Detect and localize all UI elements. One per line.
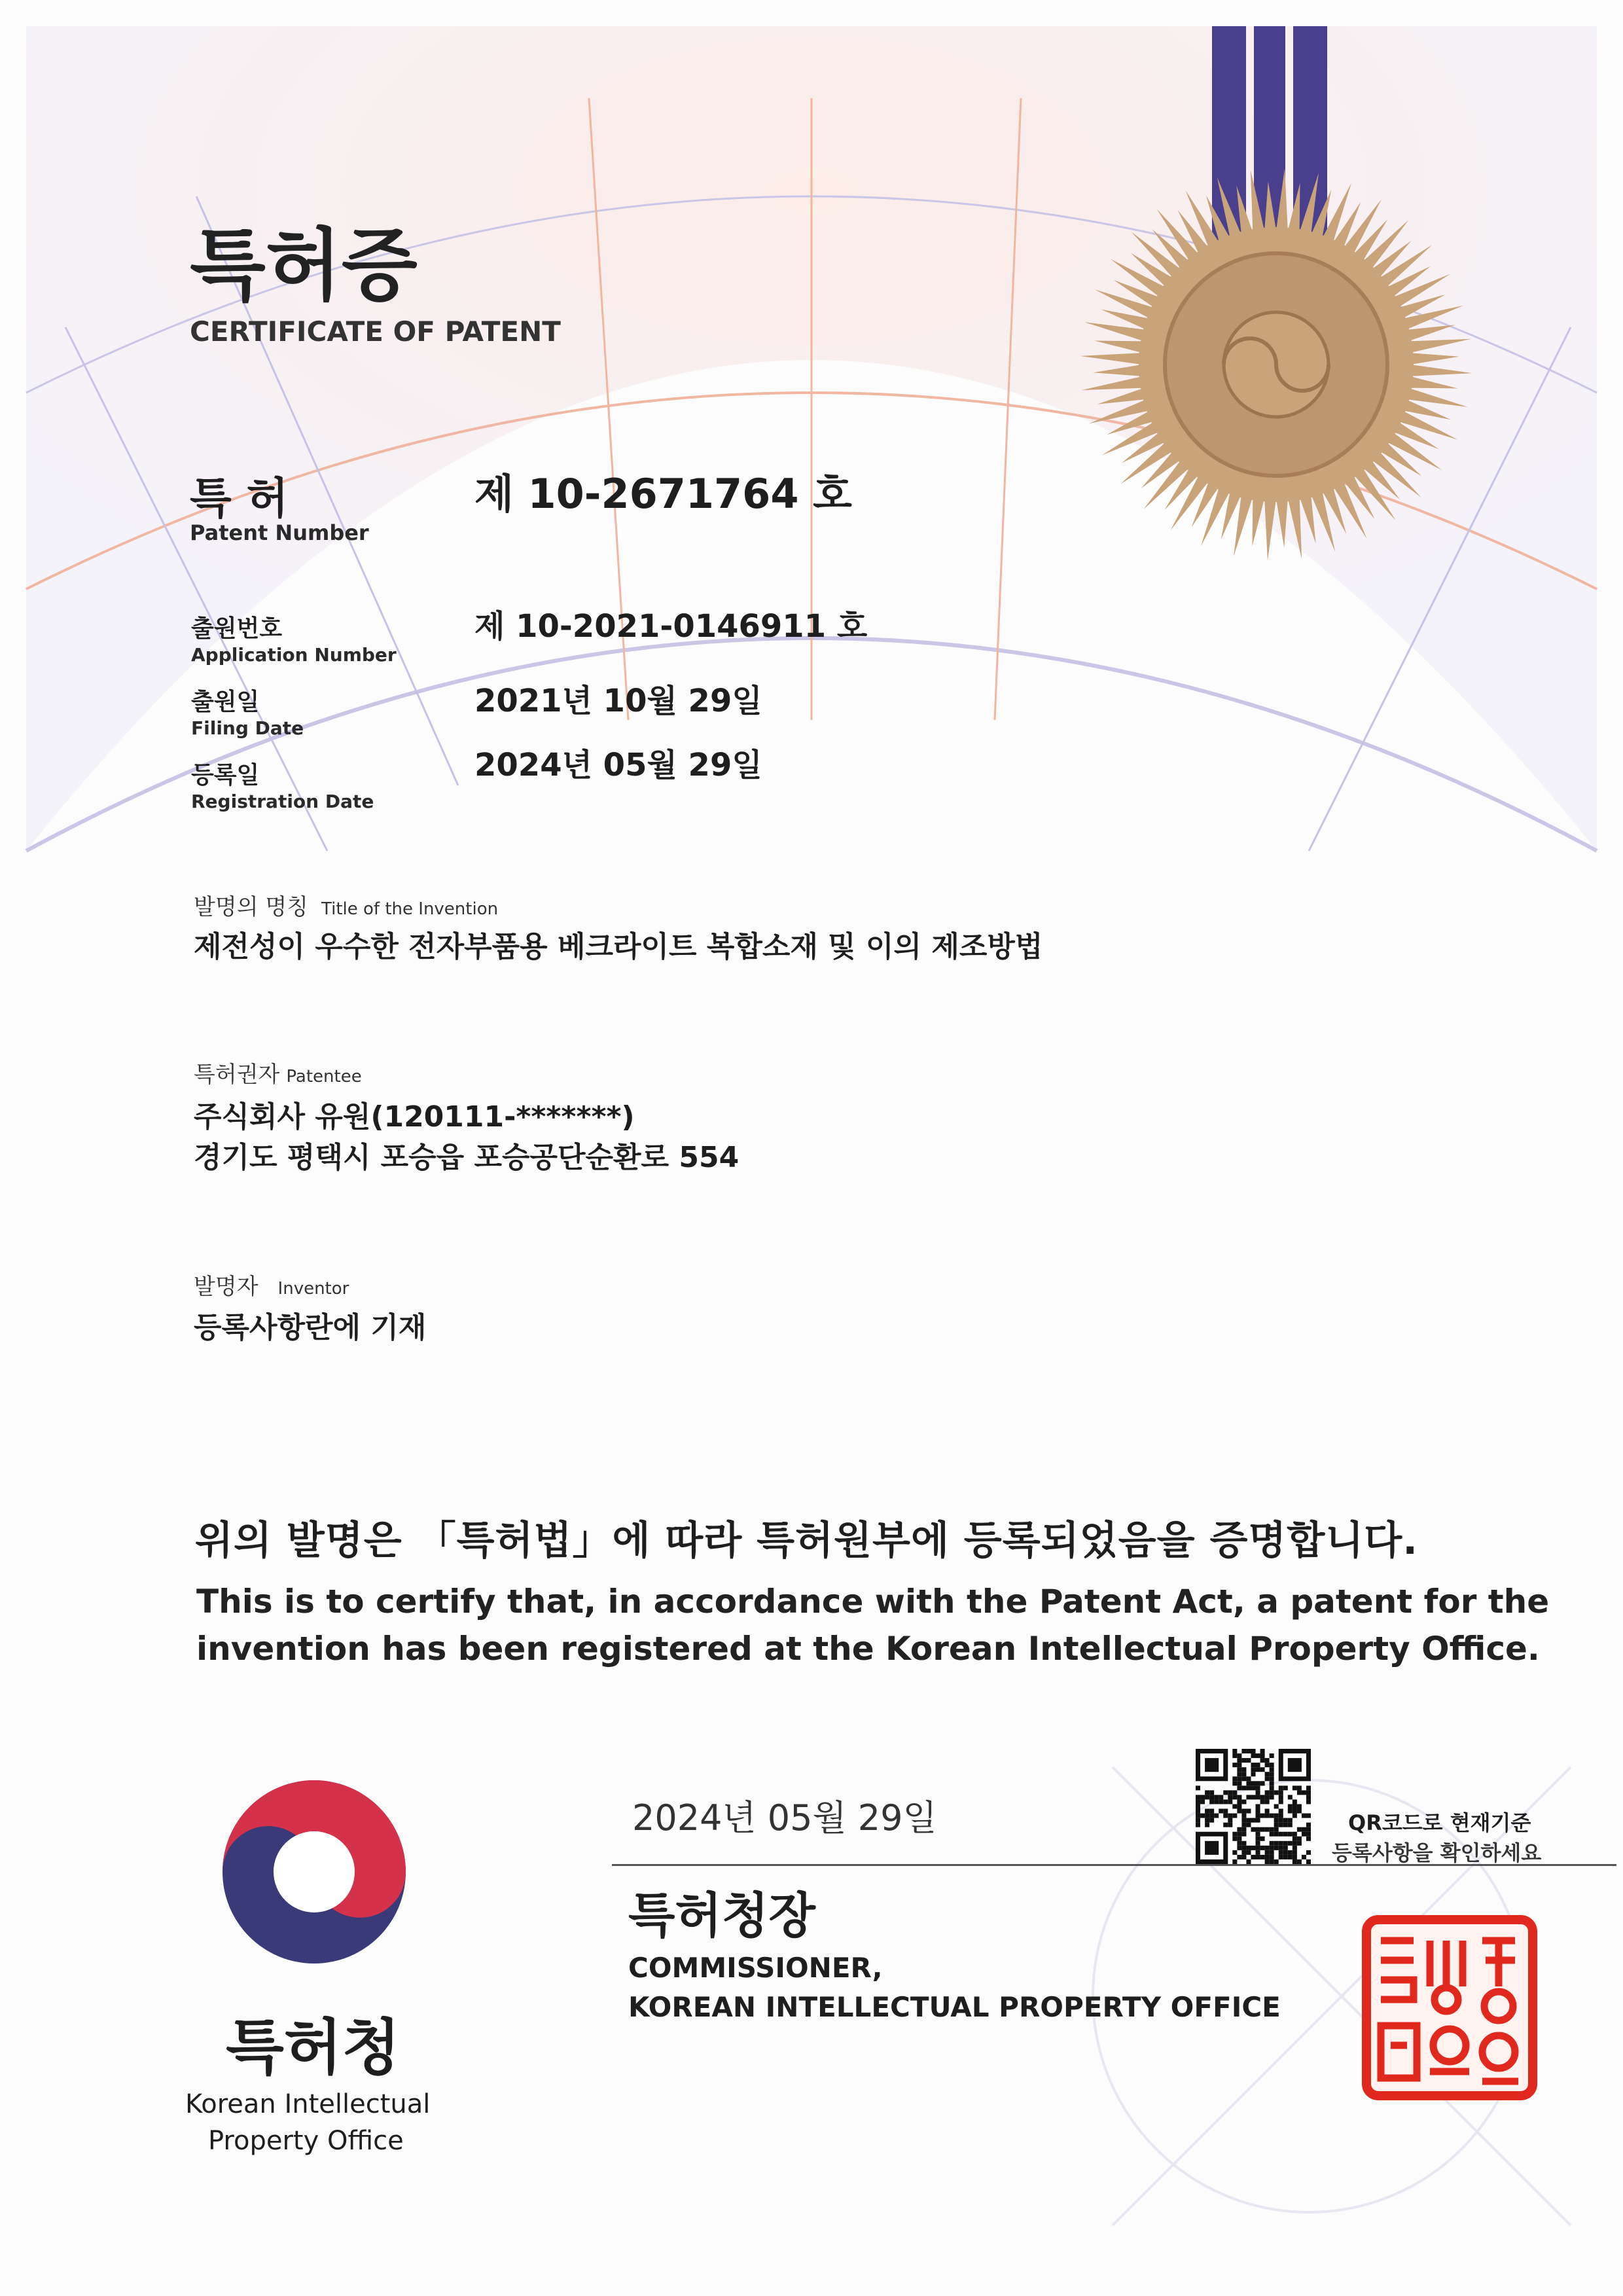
qr-module [1302,1790,1306,1795]
invention-label-en: Title of the Invention [321,899,499,919]
qr-module [1241,1809,1246,1814]
qr-module [1270,1763,1274,1767]
qr-module [1237,1795,1241,1799]
qr-module [1241,1772,1246,1776]
qr-module [1306,1814,1311,1818]
qr-module [1306,1790,1311,1795]
qr-module [1251,1795,1255,1799]
qr-module [1293,1799,1297,1804]
qr-module [1297,1837,1302,1841]
qr-module [1205,1823,1209,1827]
certificate-title-ko: 특허증 [190,221,418,312]
qr-module [1256,1827,1260,1832]
qr-module [1288,1804,1293,1808]
qr-module [1279,1799,1283,1804]
qr-code[interactable] [1194,1749,1312,1864]
patentee-name: 주식회사 유원(120111-*******) [194,1100,635,1134]
qr-module [1293,1832,1297,1837]
qr-module [1209,1799,1214,1804]
qr-module [1246,1859,1251,1864]
qr-module [1251,1772,1255,1776]
qr-module [1265,1776,1270,1781]
qr-module [1223,1823,1228,1827]
qr-module [1270,1859,1274,1864]
qr-module [1293,1859,1297,1864]
qr-module [1265,1859,1270,1864]
registration-date-label-en: Registration Date [191,791,374,812]
qr-module [1237,1804,1241,1808]
qr-module [1241,1827,1246,1832]
qr-module [1205,1818,1209,1823]
qr-module [1265,1855,1270,1859]
qr-module [1260,1795,1265,1799]
qr-module [1260,1846,1265,1850]
qr-module [1228,1799,1232,1804]
qr-module [1205,1814,1209,1818]
qr-module [1232,1763,1237,1767]
qr-module [1256,1818,1260,1823]
qr-module [1237,1832,1241,1837]
qr-module [1265,1846,1270,1850]
qr-module [1237,1753,1241,1758]
qr-module [1288,1832,1293,1837]
qr-module [1274,1790,1279,1795]
filing-date-value: 2021년 10월 29일 [474,683,762,719]
qr-module [1232,1837,1237,1841]
qr-module [1256,1846,1260,1850]
qr-module [1196,1823,1200,1827]
qr-module [1241,1850,1246,1855]
qr-module [1246,1850,1251,1855]
qr-module [1228,1795,1232,1799]
qr-module [1256,1832,1260,1837]
gold-medallion-seal [1073,26,1479,615]
qr-module [1246,1809,1251,1814]
qr-module [1270,1841,1274,1846]
qr-module [1293,1804,1297,1808]
qr-module [1237,1799,1241,1804]
qr-module [1232,1859,1237,1864]
qr-module [1241,1818,1246,1823]
qr-module [1237,1809,1241,1814]
qr-module [1228,1790,1232,1795]
qr-module [1256,1790,1260,1795]
filing-date-label-ko: 출원일 [191,689,260,715]
invention-label-ko: 발명의 명칭 [194,894,309,920]
qr-caption-line1: QR코드로 현재기준 [1348,1810,1531,1835]
qr-module [1228,1823,1232,1827]
filing-date-label-en: Filing Date [191,717,304,739]
qr-module [1209,1814,1214,1818]
patent-number-value: 제 10-2671764 호 [474,470,852,518]
qr-module [1232,1790,1237,1795]
qr-module [1241,1814,1246,1818]
qr-module [1270,1781,1274,1785]
qr-module [1241,1785,1246,1790]
statement-en-line1: This is to certify that, in accordance with the Patent Act, a patent for the [196,1583,1550,1621]
qr-module [1232,1781,1237,1785]
qr-module [1237,1781,1241,1785]
patentee-address: 경기도 평택시 포승읍 포승공단순환로 554 [194,1141,740,1174]
registration-date-value: 2024년 05월 29일 [474,747,762,783]
qr-module [1256,1753,1260,1758]
qr-module [1270,1767,1274,1772]
registration-date-label-ko: 등록일 [191,762,260,789]
qr-module [1205,1795,1209,1799]
qr-module [1196,1804,1200,1808]
qr-module [1270,1795,1274,1799]
qr-module [1241,1832,1246,1837]
qr-module [1293,1855,1297,1859]
patentee-label [194,1056,362,1088]
official-red-seal [1361,1914,1538,2101]
qr-module [1270,1753,1274,1758]
qr-module [1241,1841,1246,1846]
qr-module [1274,1818,1279,1823]
qr-module [1246,1776,1251,1781]
qr-module [1293,1841,1297,1846]
qr-module [1200,1795,1205,1799]
qr-module [1293,1837,1297,1841]
qr-module [1306,1785,1311,1790]
qr-module [1306,1832,1311,1837]
qr-finder [1288,1758,1302,1772]
qr-module [1209,1795,1214,1799]
qr-module [1260,1781,1265,1785]
qr-module [1237,1785,1241,1790]
qr-module [1241,1855,1246,1859]
qr-module [1297,1841,1302,1846]
qr-module [1279,1846,1283,1850]
qr-module [1279,1814,1283,1818]
qr-module [1297,1809,1302,1814]
qr-module [1293,1809,1297,1814]
qr-module [1270,1846,1274,1850]
patent-number-label-ko: 특 허 [190,473,289,524]
qr-module [1283,1841,1288,1846]
qr-module [1232,1795,1237,1799]
qr-module [1265,1795,1270,1799]
qr-module [1283,1832,1288,1837]
kipo-logo-name-ko: 특허청 [226,2013,401,2083]
qr-module [1246,1758,1251,1763]
qr-module [1241,1846,1246,1850]
qr-module [1306,1795,1311,1799]
qr-module [1214,1799,1219,1804]
qr-module [1279,1823,1283,1827]
qr-module [1293,1846,1297,1850]
qr-module [1270,1772,1274,1776]
qr-module [1219,1795,1223,1799]
qr-module [1237,1763,1241,1767]
qr-module [1251,1785,1255,1790]
qr-module [1265,1809,1270,1814]
qr-module [1196,1818,1200,1823]
inventor-label-ko: 발명자 [194,1274,259,1300]
qr-module [1223,1799,1228,1804]
qr-module [1232,1749,1237,1753]
qr-module [1279,1850,1283,1855]
qr-module [1260,1749,1265,1753]
commissioner-title-en-line1: COMMISSIONER, [628,1952,883,1984]
qr-module [1256,1814,1260,1818]
qr-module [1196,1814,1200,1818]
qr-module [1265,1827,1270,1832]
qr-module [1241,1823,1246,1827]
qr-module [1288,1818,1293,1823]
qr-module [1302,1827,1306,1832]
qr-module [1237,1776,1241,1781]
qr-module [1209,1818,1214,1823]
statement-ko: 위의 발명은 「특허법」에 따라 특허원부에 등록되었음을 증명합니다. [195,1518,1419,1564]
qr-module [1251,1781,1255,1785]
statement-en-line2: invention has been registered at the Korean Intellectual Property Office. [196,1630,1540,1668]
qr-module [1251,1749,1255,1753]
qr-module [1205,1790,1209,1795]
qr-module [1279,1818,1283,1823]
qr-module [1241,1758,1246,1763]
qr-module [1205,1809,1209,1814]
qr-module [1270,1790,1274,1795]
application-number-label-en: Application Number [191,644,397,666]
qr-module [1279,1790,1283,1795]
qr-module [1256,1837,1260,1841]
qr-module [1293,1785,1297,1790]
qr-module [1288,1841,1293,1846]
qr-module [1223,1809,1228,1814]
qr-module [1279,1832,1283,1837]
qr-module [1265,1850,1270,1855]
qr-module [1214,1814,1219,1818]
qr-module [1251,1818,1255,1823]
qr-module [1246,1846,1251,1850]
qr-module [1232,1753,1237,1758]
qr-module [1265,1814,1270,1818]
qr-module [1237,1841,1241,1846]
qr-module [1288,1795,1293,1799]
qr-module [1251,1763,1255,1767]
qr-module [1200,1814,1205,1818]
qr-module [1306,1799,1311,1804]
issue-date: 2024년 05월 29일 [632,1797,937,1839]
qr-module [1270,1855,1274,1859]
qr-module [1306,1837,1311,1841]
qr-module [1196,1785,1200,1790]
application-number-value: 제 10-2021-0146911 호 [474,608,868,645]
qr-module [1256,1809,1260,1814]
qr-module [1251,1767,1255,1772]
qr-module [1306,1823,1311,1827]
inventor-value: 등록사항란에 기재 [194,1311,427,1344]
qr-module [1260,1814,1265,1818]
qr-module [1256,1804,1260,1808]
qr-module [1288,1855,1293,1859]
qr-module [1260,1753,1265,1758]
qr-module [1265,1799,1270,1804]
qr-module [1279,1841,1283,1846]
qr-module [1237,1772,1241,1776]
patentee-label-en: Patentee [286,1067,362,1086]
qr-module [1288,1809,1293,1814]
qr-module [1251,1827,1255,1832]
qr-module [1256,1855,1260,1859]
patentee-label-ko: 특허권자 [194,1062,280,1088]
qr-module [1274,1804,1279,1808]
qr-module [1297,1804,1302,1808]
invention-title-value: 제전성이 우수한 전자부품용 베크라이트 복합소재 및 이의 제조방법 [194,930,1043,963]
qr-module [1241,1799,1246,1804]
qr-finder [1205,1758,1219,1772]
qr-module [1306,1850,1311,1855]
qr-module [1246,1749,1251,1753]
qr-module [1256,1850,1260,1855]
qr-module [1232,1832,1237,1837]
qr-module [1260,1799,1265,1804]
invention-title-label [194,889,498,921]
qr-module [1302,1814,1306,1818]
qr-module [1288,1850,1293,1855]
qr-module [1214,1795,1219,1799]
qr-module [1270,1785,1274,1790]
qr-module [1297,1785,1302,1790]
qr-module [1200,1799,1205,1804]
qr-module [1196,1795,1200,1799]
qr-module [1270,1814,1274,1818]
qr-module [1237,1758,1241,1763]
qr-module [1237,1846,1241,1850]
qr-module [1283,1855,1288,1859]
qr-module [1283,1823,1288,1827]
qr-module [1232,1776,1237,1781]
qr-module [1219,1799,1223,1804]
qr-module [1265,1758,1270,1763]
qr-module [1288,1823,1293,1827]
qr-module [1256,1795,1260,1799]
kipo-taegeuk-logo [216,1774,412,1970]
qr-module [1256,1767,1260,1772]
qr-module [1232,1814,1237,1818]
qr-module [1274,1832,1279,1837]
qr-module [1251,1855,1255,1859]
qr-module [1302,1855,1306,1859]
qr-module [1246,1781,1251,1785]
qr-module [1246,1818,1251,1823]
qr-caption-line2: 등록사항을 확인하세요 [1332,1840,1542,1865]
qr-module [1283,1846,1288,1850]
qr-module [1196,1799,1200,1804]
qr-module [1293,1850,1297,1855]
qr-module [1297,1790,1302,1795]
inventor-label-en: Inventor [277,1279,349,1299]
qr-module [1283,1850,1288,1855]
qr-module [1237,1837,1241,1841]
qr-module [1219,1809,1223,1814]
qr-module [1260,1767,1265,1772]
patent-number-label-en: Patent Number [190,520,369,545]
qr-module [1232,1804,1237,1808]
qr-module [1274,1859,1279,1864]
qr-module [1306,1859,1311,1864]
qr-module [1283,1818,1288,1823]
qr-module [1293,1814,1297,1818]
qr-module [1279,1809,1283,1814]
qr-module [1241,1776,1246,1781]
qr-module [1274,1823,1279,1827]
commissioner-title-en-line2: KOREAN INTELLECTUAL PROPERTY OFFICE [628,1991,1281,2023]
qr-module [1256,1763,1260,1767]
qr-module [1297,1827,1302,1832]
qr-module [1274,1846,1279,1850]
qr-module [1256,1785,1260,1790]
qr-module [1274,1827,1279,1832]
qr-module [1209,1790,1214,1795]
qr-module [1279,1855,1283,1859]
qr-module [1209,1809,1214,1814]
qr-module [1237,1855,1241,1859]
qr-module [1270,1776,1274,1781]
certificate-title-en: CERTIFICATE OF PATENT [190,315,561,348]
qr-module [1279,1795,1283,1799]
qr-module [1237,1767,1241,1772]
qr-module [1306,1827,1311,1832]
qr-module [1270,1832,1274,1837]
qr-module [1246,1785,1251,1790]
qr-module [1274,1841,1279,1846]
qr-module [1265,1772,1270,1776]
qr-module [1256,1841,1260,1846]
qr-finder [1205,1841,1219,1855]
qr-module [1251,1846,1255,1850]
qr-module [1223,1790,1228,1795]
qr-module [1270,1850,1274,1855]
qr-module [1251,1753,1255,1758]
qr-module [1302,1832,1306,1837]
kipo-logo-name-en-line2: Property Office [208,2126,404,2156]
qr-module [1274,1814,1279,1818]
qr-module [1241,1767,1246,1772]
qr-module [1279,1785,1283,1790]
inventor-label [194,1268,349,1300]
commissioner-title-ko: 특허청장 [628,1888,815,1944]
qr-module [1270,1827,1274,1832]
qr-module [1228,1818,1232,1823]
qr-module [1297,1859,1302,1864]
qr-module [1260,1837,1265,1841]
qr-module [1241,1749,1246,1753]
kipo-logo-name-en-line1: Korean Intellectual [185,2089,431,2119]
qr-module [1260,1855,1265,1859]
qr-module [1246,1823,1251,1827]
qr-module [1256,1781,1260,1785]
qr-module [1246,1795,1251,1799]
qr-module [1265,1763,1270,1767]
qr-module [1237,1827,1241,1832]
qr-module [1196,1809,1200,1814]
qr-module [1232,1850,1237,1855]
qr-module [1283,1785,1288,1790]
qr-module [1260,1758,1265,1763]
application-number-label-ko: 출원번호 [191,615,283,642]
qr-module [1260,1827,1265,1832]
qr-module [1265,1790,1270,1795]
qr-module [1223,1814,1228,1818]
qr-module [1228,1814,1232,1818]
